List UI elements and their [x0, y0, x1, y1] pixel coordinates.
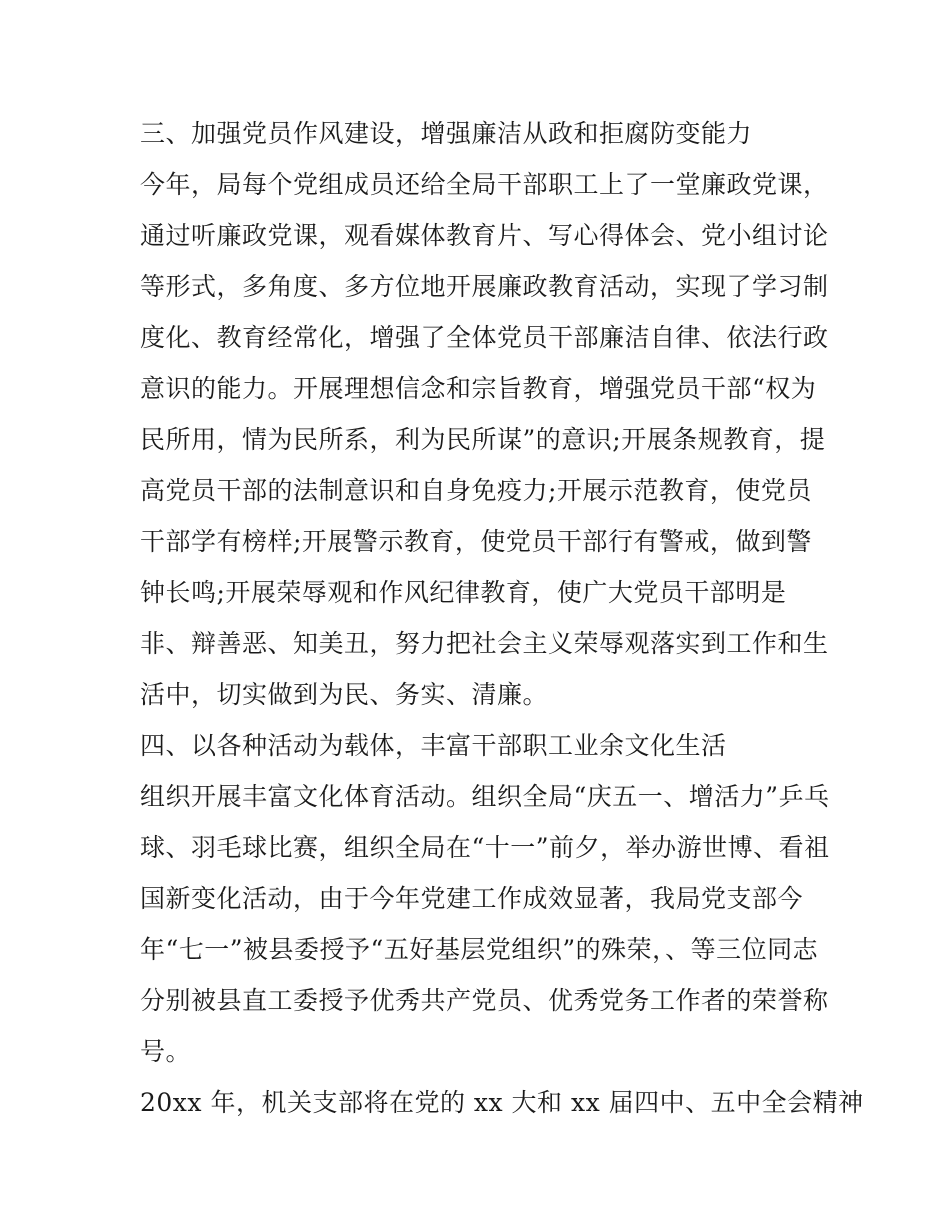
text-line: 民所用，情为民所系，利为民所谋”的意识;开展条规教育，提	[140, 425, 826, 454]
section-heading-4: 四、以各种活动为载体，丰富干部职工业余文化生活	[140, 731, 727, 760]
text-line: 国新变化活动，由于今年党建工作成效显著，我局党支部今	[140, 884, 804, 913]
text-line: 干部学有榜样;开展警示教育，使党员干部行有警戒，做到警	[140, 527, 812, 556]
text-line: 高党员干部的法制意识和自身免疫力;开展示范教育，使党员	[140, 476, 812, 505]
text-line: 年“七一”被县委授予“五好基层党组织”的殊荣，、等三位同志	[140, 935, 819, 964]
text-line: 组织开展丰富文化体育活动。组织全局“庆五一、增活力”乒乓	[140, 782, 830, 811]
text-line: 通过听廉政党课，观看媒体教育片、写心得体会、党小组讨论	[140, 221, 829, 250]
text-line: 号。	[140, 1037, 192, 1066]
text-line: 意识的能力。开展理想信念和宗旨教育，增强党员干部“权为	[140, 374, 817, 403]
text-line: 分别被县直工委授予优秀共产党员、优秀党务工作者的荣誉称	[140, 986, 829, 1015]
section-heading-3: 三、加强党员作风建设，增强廉洁从政和拒腐防变能力	[140, 119, 753, 148]
text-line: 今年，局每个党组成员还给全局干部职工上了一堂廉政党课，	[140, 170, 829, 199]
document-body	[140, 108, 864, 1128]
text-line: 非、辩善恶、知美丑，努力把社会主义荣辱观落实到工作和生	[140, 629, 829, 658]
text-line: 等形式，多角度、多方位地开展廉政教育活动，实现了学习制	[140, 272, 829, 301]
text-line: 活中，切实做到为民、务实、清廉。	[140, 680, 549, 709]
text-line: 度化、教育经常化，增强了全体党员干部廉洁自律、依法行政	[140, 323, 829, 352]
text-line: 20xx 年，机关支部将在党的 xx 大和 xx 届四中、五中全会精神	[140, 1088, 864, 1117]
text-line: 球、羽毛球比赛，组织全局在“十一”前夕，举办游世博、看祖	[140, 833, 830, 862]
text-line: 钟长鸣;开展荣辱观和作风纪律教育，使广大党员干部明是	[140, 578, 787, 607]
